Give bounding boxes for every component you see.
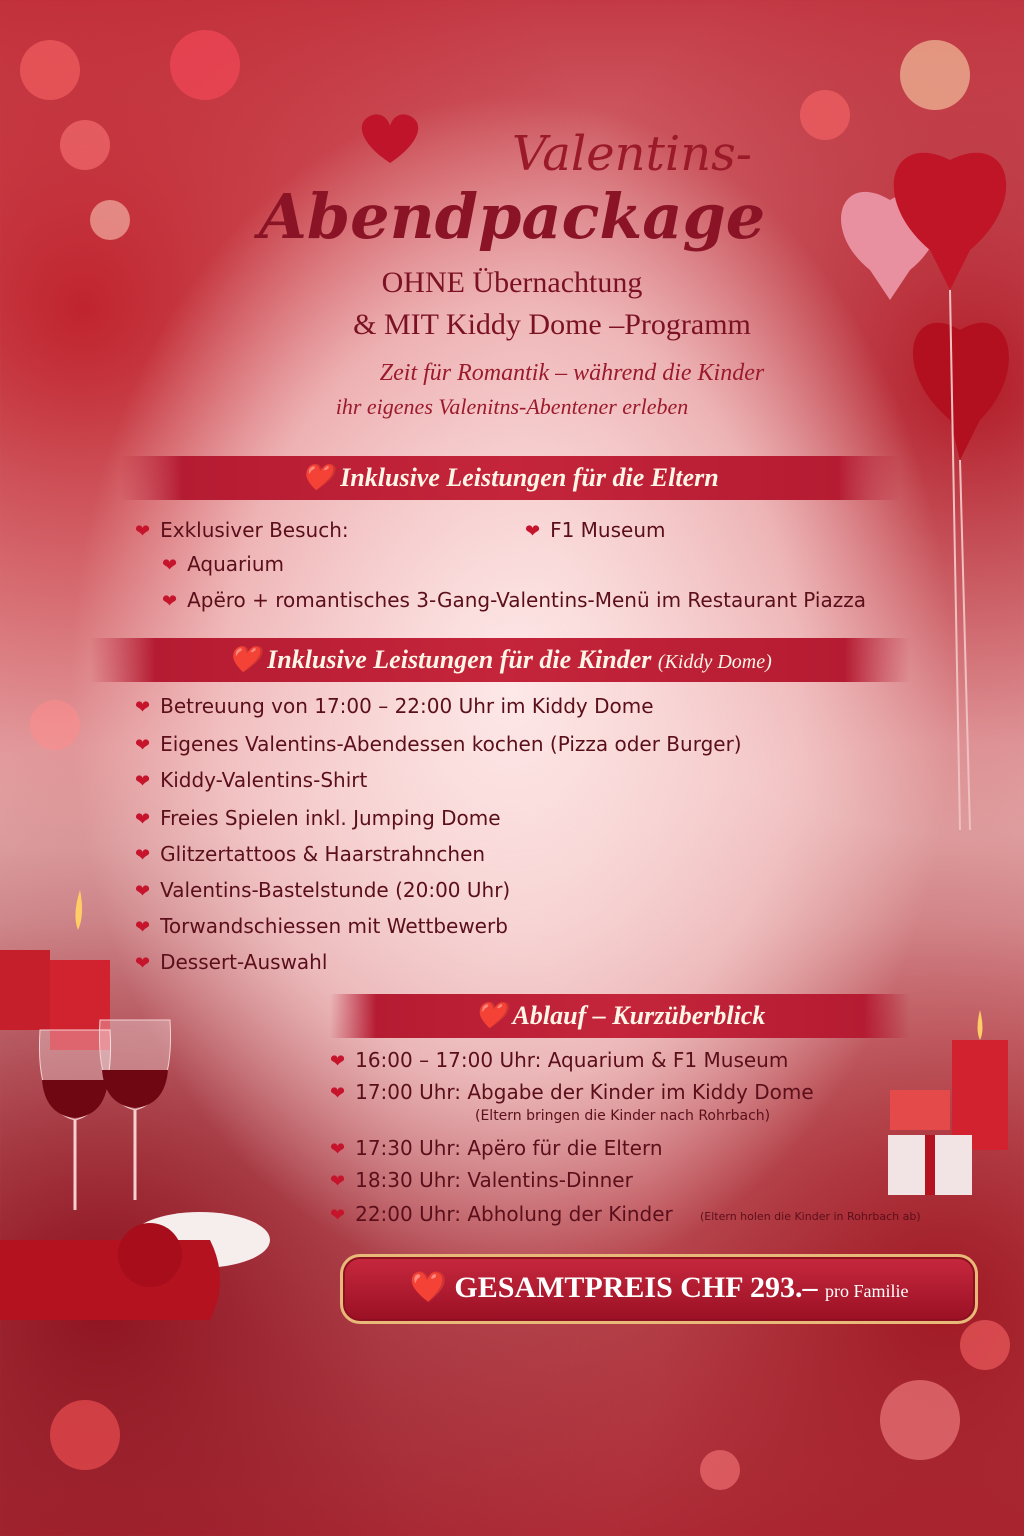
heart-icon: ❤ — [135, 953, 151, 974]
subtitle-line-2: & MIT Kiddy Dome –Programm — [353, 308, 751, 341]
parents-item: ❤ F1 Museum — [525, 518, 666, 542]
schedule-item: ❤ 22:00 Uhr: Abholung der Kinder — [330, 1202, 673, 1226]
wine-table-illustration — [0, 880, 300, 1340]
price-label: GESAMTPREIS CHF 293.– — [454, 1271, 818, 1304]
heart-icon: ❤ — [135, 697, 151, 718]
heart-icon: ❤ — [135, 735, 151, 756]
heart-icon: ❤ — [330, 1205, 346, 1226]
title-line-1: Valentins- — [512, 126, 752, 182]
schedule-note-dropoff: (Eltern bringen die Kinder nach Rohrbach) — [475, 1108, 771, 1124]
parents-heading: Inklusive Leistungen für die Eltern — [340, 463, 719, 492]
kids-heading-suffix: (Kiddy Dome) — [657, 651, 772, 673]
heart-icon: ❤ — [135, 809, 151, 830]
heart-icon: ❤ — [330, 1051, 346, 1072]
heart-icon: ❤️ — [409, 1271, 455, 1304]
heart-icon: ❤ — [162, 591, 178, 612]
kids-item: ❤ Valentins-Bastelstunde (20:00 Uhr) — [135, 878, 511, 902]
schedule-note-pickup: (Eltern holen die Kinder in Rohrbach ab) — [700, 1210, 921, 1223]
heart-icon: ❤ — [135, 771, 151, 792]
title-line-2: Abendpackage — [258, 180, 766, 253]
heart-icon: ❤️ — [301, 463, 341, 492]
heart-icon: ❤️ — [228, 645, 268, 674]
schedule-heading: Ablauf – Kurzüberblick — [512, 1001, 766, 1030]
subtitle-line-1: OHNE Übernachtung — [381, 266, 643, 299]
kids-item: ❤ Eigenes Valentins-Abendessen kochen (Pizza oder Burger) — [135, 732, 742, 756]
heart-icon: ❤ — [330, 1139, 346, 1160]
price-badge — [340, 1254, 978, 1324]
kids-heading: Inklusive Leistungen für die Kinder — [267, 645, 652, 674]
heart-icon: ❤ — [135, 521, 151, 542]
parents-item: ❤ Apëro + romantisches 3-Gang-Valentins-Menü im Restaurant Piazza — [162, 588, 866, 612]
price-suffix: pro Familie — [824, 1281, 909, 1301]
heart-icon: ❤ — [135, 845, 151, 866]
heart-icon: ❤ — [330, 1083, 346, 1104]
kids-heading-banner — [90, 638, 910, 682]
parents-item: ❤ Aquarium — [162, 552, 284, 576]
schedule-item: ❤ 18:30 Uhr: Valentins-Dinner — [330, 1168, 633, 1192]
heart-icon: ❤ — [135, 881, 151, 902]
heart-icon: ❤ — [135, 917, 151, 938]
schedule-item: ❤ 16:00 – 17:00 Uhr: Aquarium & F1 Museum — [330, 1048, 789, 1072]
kids-item: ❤ Torwandschiessen mit Wettbewerb — [135, 914, 508, 938]
kids-item: ❤ Kiddy-Valentins-Shirt — [135, 768, 368, 792]
schedule-item: ❤ 17:00 Uhr: Abgabe der Kinder im Kiddy Dome — [330, 1080, 814, 1104]
schedule-item: ❤ 17:30 Uhr: Apëro für die Eltern — [330, 1136, 663, 1160]
kids-item: ❤ Betreuung von 17:00 – 22:00 Uhr im Kiddy Dome — [135, 694, 654, 718]
parents-heading-banner — [120, 456, 900, 500]
parents-item: ❤ Exklusiver Besuch: — [135, 518, 349, 542]
kids-item: ❤ Dessert-Auswahl — [135, 950, 328, 974]
heart-icon: ❤ — [162, 555, 178, 576]
heart-icon: ❤️ — [474, 1001, 513, 1030]
tagline-line-1: Zeit für Romantik – während die Kinder — [379, 360, 765, 386]
tagline-line-2: ihr eigenes Valenitns-Abentener erleben — [335, 394, 689, 419]
kids-item: ❤ Freies Spielen inkl. Jumping Dome — [135, 806, 501, 830]
schedule-heading-banner — [330, 994, 910, 1038]
heart-icon: ❤ — [330, 1171, 346, 1192]
kids-item: ❤ Glitzertattoos & Haarstrahnchen — [135, 842, 486, 866]
heart-icon: ❤ — [525, 521, 541, 542]
